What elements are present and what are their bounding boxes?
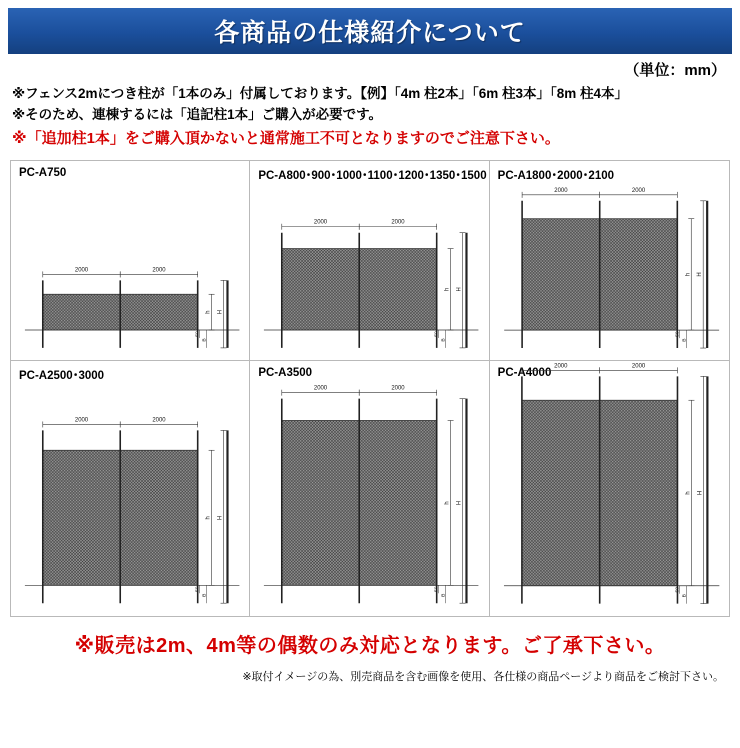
svg-text:B: B xyxy=(202,593,208,598)
svg-text:2000: 2000 xyxy=(391,385,405,392)
svg-text:H: H xyxy=(456,500,463,506)
svg-text:2000: 2000 xyxy=(74,417,89,424)
svg-text:B: B xyxy=(202,338,208,342)
svg-text:B: B xyxy=(681,594,688,598)
svg-text:2000: 2000 xyxy=(391,219,405,226)
panel-title: PC-A4000 xyxy=(497,367,552,380)
svg-text:h: h xyxy=(205,310,212,314)
svg-text:2000: 2000 xyxy=(314,385,328,392)
svg-text:50: 50 xyxy=(435,586,441,593)
panel-title: PC-A750 xyxy=(19,167,67,180)
note-line-2: ※そのため、連棟するには「追記柱1本」ご購入が必要です。 xyxy=(12,106,383,122)
svg-text:50: 50 xyxy=(195,331,201,337)
svg-text:h: h xyxy=(444,287,451,292)
fence-diagram-1 xyxy=(250,161,488,360)
panel-title: PC-A2500･3000 xyxy=(19,370,105,383)
note-line-1: ※フェンス2mにつき柱が「1本のみ」付属しております。【例】「4m 柱2本」「6m 柱3本」「8m 柱4本」 xyxy=(12,86,629,101)
fence-diagram-0 xyxy=(11,161,249,360)
svg-text:h: h xyxy=(685,491,692,495)
svg-text:50: 50 xyxy=(674,331,680,337)
svg-text:B: B xyxy=(681,338,687,342)
panel-cell-0 xyxy=(11,161,250,361)
page-header xyxy=(8,8,732,54)
notes-block xyxy=(12,84,728,152)
panel-cell-5 xyxy=(490,361,729,616)
svg-text:H: H xyxy=(456,287,463,292)
svg-text:50: 50 xyxy=(674,587,681,593)
panel-cell-1 xyxy=(250,161,489,361)
panel-title: PC-A1800･2000･2100 xyxy=(497,170,615,183)
svg-text:H: H xyxy=(217,515,224,521)
svg-text:H: H xyxy=(696,272,703,277)
svg-text:B: B xyxy=(441,338,447,342)
svg-text:2000: 2000 xyxy=(74,267,89,274)
svg-text:2000: 2000 xyxy=(152,417,166,424)
svg-text:2000: 2000 xyxy=(314,219,328,226)
svg-text:2000: 2000 xyxy=(152,267,166,274)
svg-text:2000: 2000 xyxy=(631,363,645,370)
svg-text:h: h xyxy=(205,516,212,520)
page-title: 各商品の仕様紹介について xyxy=(214,19,526,47)
panel-title: PC-A800･900･1000･1100･1200･1350･1500 xyxy=(258,170,487,183)
panel-title: PC-A3500 xyxy=(258,367,313,380)
panel-cell-2 xyxy=(490,161,729,361)
product-diagram-grid xyxy=(10,160,730,617)
fence-diagram-3 xyxy=(11,361,249,616)
footer-small-note: ※取付イメージの為、別売商品を含む画像を使用、各仕様の商品ページより商品をご検討下さい。 xyxy=(242,671,724,684)
fence-diagram-2 xyxy=(490,161,729,360)
svg-text:H: H xyxy=(217,310,224,315)
panel-cell-3 xyxy=(11,361,250,616)
svg-text:h: h xyxy=(684,272,691,277)
svg-text:50: 50 xyxy=(195,586,201,593)
svg-text:2000: 2000 xyxy=(553,187,568,194)
svg-text:2000: 2000 xyxy=(631,187,645,194)
panel-cell-4 xyxy=(250,361,489,616)
svg-text:2000: 2000 xyxy=(553,363,568,370)
fence-diagram-4 xyxy=(250,361,488,616)
svg-text:B: B xyxy=(441,593,447,598)
page-root xyxy=(0,8,740,748)
footer-red-note: ※販売は2m、4m等の偶数のみ対応となります。ご了承下さい。 xyxy=(74,635,666,658)
svg-text:50: 50 xyxy=(435,331,441,337)
unit-label: （単位：mm） xyxy=(624,62,726,79)
note-line-3: ※「追加柱1本」をご購入頂かないと通常施工不可となりますのでご注意下さい。 xyxy=(12,129,560,147)
svg-text:H: H xyxy=(697,490,704,496)
svg-text:h: h xyxy=(444,501,451,505)
fence-diagram-5 xyxy=(490,361,729,616)
